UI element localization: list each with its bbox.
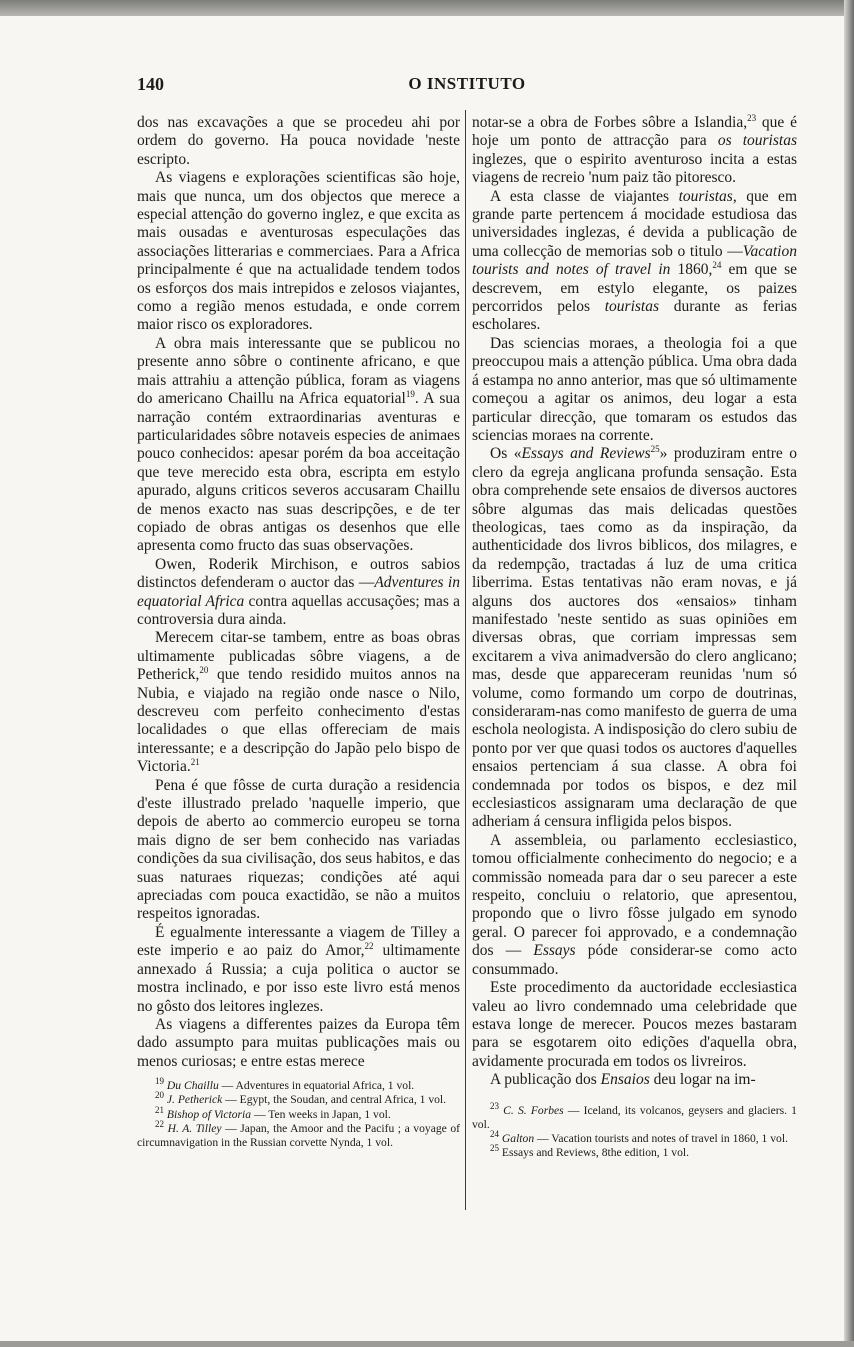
footnote: $^{20}$ J. Petherick — Egypt, the Soudan, and central Africa, 1 vol.	[155, 1090, 447, 1107]
paragraph: Merecem citar-se tambem, entre as boas obras ultimamente publicadas sôbre viagens, a de Petherick,$^{20}$ que tendo residido muitos annos na Nubia, e viajado na região onde nasce o Nilo, descreveu com perfeito conhecimento d'estas localidades o que ellas offereciam de mais interessante; e a descripção do Japão pelo bispo de Victoria.$^{21}$	[137, 629, 460, 776]
footnotes	[137, 1076, 460, 1150]
paragraph: As viagens e explorações scientificas são hoje, mais que nunca, um dos objectos que merece a especial attenção do governo inglez, e que excita as mais ousadas e aventurosas especulações das associações litterarias e commerciaes. Para a Africa principalmente é que na actualidade tendem todos os esforços dos mais intrepidos e zelosos viajantes, como a região menos estudada, e onde correm maior risco os exploradores.	[137, 169, 460, 334]
page-number: 140	[137, 74, 164, 94]
scan-top-edge	[0, 0, 854, 16]
right-column	[472, 114, 797, 1160]
paragraph: dos nas excavações a que se procedeu ahi por ordem do governo. Ha pouca novidade 'neste escripto.	[137, 114, 460, 168]
paragraph: É egualmente interessante a viagem de Tilley a este imperio e ao paiz do Amor,$^{22}$ ultimamente annexado á Russia; a cuja politica o auctor se mostra inclinado, e por isso este livro está menos no gôsto dos leitores inglezes.	[137, 923, 460, 1015]
footnote: $^{19}$ Du Chaillu — Adventures in equatorial Africa, 1 vol.	[155, 1076, 415, 1093]
paragraph: A assembleia, ou parlamento ecclesiastico, tomou officialmente conhecimento do negocio; e a commissão nomeada para dar o seu parecer a este respeito, concluiu o relatorio, que apresentou, propondo que o livro fôsse julgado em synodo geral. O parecer foi approvado, e a condemnação dos — Essays póde considerar-se como acto consummado.	[472, 831, 797, 978]
scan-bottom-edge	[0, 1341, 854, 1347]
footnotes	[472, 1100, 797, 1161]
footnote-ref: 24	[712, 260, 722, 271]
column-divider	[465, 110, 466, 1210]
left-column	[137, 114, 460, 1150]
footnote-ref: 21	[190, 757, 200, 768]
paragraph: Os «Essays and Reviews$^{25}$» produziram entre o clero da egreja anglicana profunda sensação. Esta obra comprehende sete ensaios de diversos auctores sôbre algumas das mais delicadas questões theologicas, taes como as da inspiração, da authenticidade dos livros biblicos, dos milagres, e da redempção, tractadas á luz de uma critica liberrima. Estas tentativas não eram novas, e já alguns dos auctores dos «ensaios» tinham manifestado 'neste sentido as suas opiniões em diversas obras, que corriam impressas sem excitarem a viva animadversão do clero anglicano; mas, desde que appareceram reunidas 'num só volume, como formando um corpo de doutrinas, consideraram-nas como manifesto de guerra de uma eschola neologista. A indisposição do clero subiu de ponto por ver que quasi todos os auctores d'aquelles ensaios pertenciam á sua classe. A obra foi condemnada por todos os bispos, e dez mil ecclesiasticos assignaram uma declaração de que adheriam á censura infligida pelos bispos.	[472, 444, 797, 831]
footnote: $^{22}$ H. A. Tilley — Japan, the Amoor and the Pacifu ; a voyage of circumnavigation in the Russian corvette Nynda, 1 vol.	[137, 1118, 460, 1149]
footnote-ref: 23	[747, 112, 757, 123]
footnote-ref: 22	[364, 941, 374, 952]
footnote-ref: 25	[650, 444, 660, 455]
paragraph: Pena é que fôsse de curta duração a residencia d'este illustrado prelado 'naquelle imperio, que depois de aberto ao commercio europeu se torna mais digno de ser bem conhecido nas variadas condições da sua civilisação, dos seus habitos, e das suas naturaes riquezas; condições até aqui apreciadas com pouca exactidão, se não a muitos respeitos ignoradas.	[137, 776, 460, 923]
footnote: $^{25}$ Essays and Reviews, 8the edition, 1 vol.	[490, 1143, 689, 1160]
paragraph: Owen, Roderik Mirchison, e outros sabios distinctos defenderam o auctor das —Adventures in equatorial Africa contra aquellas accusações; mas a controversia dura ainda.	[137, 555, 461, 628]
running-title: O INSTITUTO	[408, 74, 526, 93]
scan-right-edge	[844, 0, 854, 1347]
footnote: $^{21}$ Bishop of Victoria — Ten weeks in Japan, 1 vol.	[155, 1104, 391, 1121]
footnote: $^{23}$ C. S. Forbes — Iceland, its volcanos, geysers and glaciers. 1 vol.	[472, 1100, 797, 1131]
page-header	[137, 74, 797, 102]
footnote: $^{24}$ Galton — Vacation tourists and notes of travel in 1860, 1 vol.	[490, 1129, 788, 1145]
paragraph: A obra mais interessante que se publicou no presente anno sôbre o continente africano, e que mais attrahiu a attenção pública, foram as viagens do americano Chaillu na Africa equatorial$^{19}$. A sua narração contém extraordinarias aventuras e particularidades sôbre notaveis especies de animaes pouco conhecidos: apesar porém da boa acceitação que teve merecido esta obra, escripta em estylo apurado, alguns criticos severos accusaram Chaillu de menos exacto nas suas descripções, e de ter copiado de obras antigas os desenhos que elle apresenta como fructo das suas observações.	[137, 334, 460, 555]
footnote-ref: 19	[405, 388, 415, 399]
paragraph: Este procedimento da auctoridade ecclesiastica valeu ao livro condemnado uma celebridade que estava longe de merecer. Poucos mezes bastaram para se esgotarem oito edições d'aquella obra, avidamente procurada em todos os livreiros.	[472, 979, 797, 1070]
footnote-ref: 20	[199, 665, 209, 676]
paragraph: Das sciencias moraes, a theologia foi a que preoccupou mais a attenção pública. Uma obra dada á estampa no anno anterior, mas que só ultimamente começou a agitar os animos, deu logar a esta particular direcção, que tomaram os estudos das sciencias moraes na corrente.	[472, 334, 797, 444]
paragraph: notar-se a obra de Forbes sôbre a Islandia,$^{23}$ que é hoje um ponto de attracção para os touristas inglezes, que o espirito aventuroso incita a estas viagens de recreio 'num paiz tão pitoresco.	[472, 112, 798, 187]
paragraph: A publicação dos Ensaios deu logar na im-	[490, 1071, 756, 1089]
paragraph: A esta classe de viajantes touristas, que em grande parte pertencem á mocidade estudiosa das universidades inglezas, é devida a publicação de uma collecção de memorias sob o titulo —Vacation tourists and notes of travel in 1860,24 em que se descrevem, em estylo elegante, os paizes percorridos pelos touristas durante as ferias escholares.	[472, 187, 798, 334]
paragraph: As viagens a differentes paizes da Europa têm dado assumpto para muitas publicações mais ou menos curiosas; e entre estas merece	[137, 1015, 460, 1070]
